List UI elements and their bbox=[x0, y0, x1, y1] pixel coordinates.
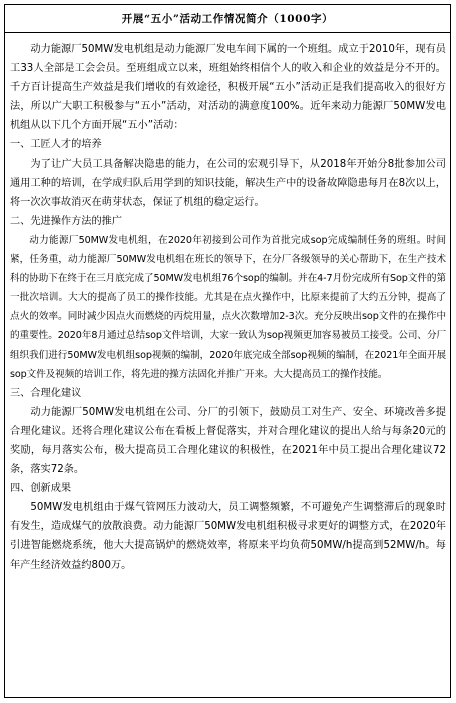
intro-paragraph: 动力能源厂50MW发电机组是动力能源厂发电车间下属的一个班组。成立于2010年，现有员工33人全部是工会会员。至班组成立以来，班组始终相信个人的收入和企业的效益是分不开的。千方百计提高生产效益是我们增收的有效途径，积极开展“五小”活动正是我们提高收入的很好方法，所以广大职工积极参与“五小”活动，对活动的满意度100%。近年来动力能源厂50MW发电机组从以下几个方面开展“五小”活动： bbox=[10, 44, 446, 132]
methods-paragraph: 动力能源厂50MW发电机组，在2020年初接到公司作为首批完成sop完成编制任务的班组。时间紧，任务重，动力能源厂50MW发电机组在班长的领导下，在分厂各级领导的关心帮助下，在生产技术科的协助下在终于在三月底完成了50MW发电机组76个sop的编制。并在4-7月份完成所有Sop文件的第一批次培训。大大的提高了员工的操作技能。尤其是在点火操作中，比原来提前了大约五分钟，提高了点火的效率。同时减少因点火而燃烧的丙烷用量，点火次数增加2-3次。充分反映出sop文件的在操作中的重要性。2020年8月通过总结sop文件培训，大家一致认为sop视频更加容易被员工接受。公司、分厂组织我们进行50MW发电机组sop视频的编制，2020年底完成全部sop视频的编制，在2021年全面开展sop文件及视频的培训工作，将先进的操方法固化并推广开来。大大提高员工的操作技能。 bbox=[10, 234, 446, 380]
talent-paragraph: 为了让广大员工具备解决隐患的能力，在公司的宏观引导下，从2018年开始分8批参加公司通用工种的培训，在学成归队后用学到的知识技能，解决生产中的设备故障隐患每月在8次以上，将一次次事故消灭在萌芽状态，保证了机组的稳定运行。 bbox=[10, 158, 446, 208]
section-heading-innovation: 四、创新成果 bbox=[10, 483, 72, 495]
document-body bbox=[5, 33, 450, 575]
document-title: 开展“五小”活动工作情况简介（1000字） bbox=[5, 5, 450, 33]
section-heading-suggestions: 三、合理化建议 bbox=[10, 387, 82, 399]
innovation-paragraph: 50MW发电机组由于煤气管网压力波动大，员工调整频繁，不可避免产生调整滞后的现象时有发生，造成煤气的放散浪费。动力能源厂50MW发电机组积极寻求更好的调整方式，在2020年引进智能燃烧系统，他大大提高锅炉的燃烧效率，将原来平均负荷50MW/h提高到52MW/h。每年产生经济效益约800万。 bbox=[10, 502, 446, 571]
document-table bbox=[4, 4, 451, 698]
suggestions-paragraph: 动力能源厂50MW发电机组在公司、分厂的引领下，鼓励员工对生产、安全、环境改善多提合理化建议。还将合理化建议公布在看板上督促落实，并对合理化建议的提出人给与每条20元的奖励，每月落实公布，极大提高员工合理化建议的积极性，在2021年中员工提出合理化建议72条，落实72条。 bbox=[10, 406, 446, 476]
section-heading-methods: 二、先进操作方法的推广 bbox=[10, 215, 123, 227]
section-heading-talent: 一、工匠人才的培养 bbox=[10, 139, 102, 151]
